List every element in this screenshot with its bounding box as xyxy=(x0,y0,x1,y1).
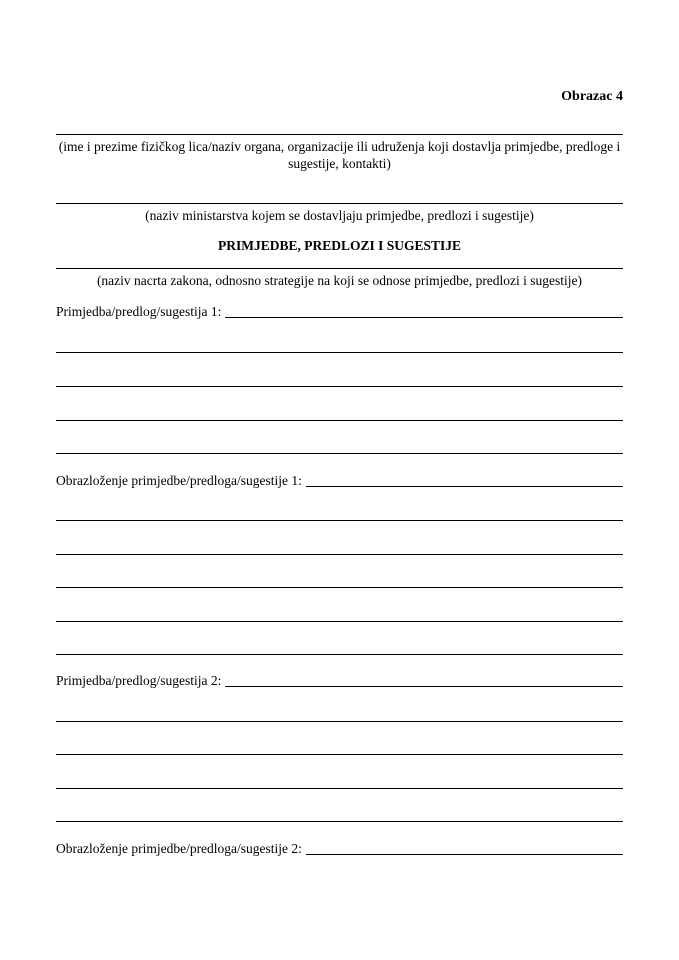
justification-1-line[interactable] xyxy=(56,621,623,622)
draft-caption: (naziv nacrta zakona, odnosno strategije na koji se odnose primjedbe, predlozi i sugestije) xyxy=(96,273,583,288)
comment-1-line[interactable] xyxy=(56,420,623,421)
comment-2-line[interactable] xyxy=(56,788,623,789)
comment-2-line[interactable] xyxy=(56,821,623,822)
ministry-input-line[interactable] xyxy=(56,203,623,204)
comment-2-label: Primjedba/predlog/sugestija 2: xyxy=(56,673,222,688)
comment-2-line[interactable] xyxy=(56,721,623,722)
justification-2-row xyxy=(56,841,623,857)
comment-1-line[interactable] xyxy=(56,352,623,353)
comment-2-input-line[interactable] xyxy=(225,685,623,687)
comment-2-line[interactable] xyxy=(56,754,623,755)
ministry-caption: (naziv ministarstva kojem se dostavljaju primjedbe, predlozi i sugestije) xyxy=(145,208,534,223)
justification-2-label: Obrazloženje primjedbe/predloga/sugestije 2: xyxy=(56,841,302,856)
justification-2-input-line[interactable] xyxy=(306,853,623,855)
comment-1-label: Primjedba/predlog/sugestija 1: xyxy=(56,304,222,319)
draft-input-line[interactable] xyxy=(56,268,623,269)
justification-1-line[interactable] xyxy=(56,554,623,555)
submitter-caption: (ime i prezime fizičkog lica/naziv organa, organizacije ili udruženja koji dostavlja primjedbe, predloge i sugestije, kontakti) xyxy=(58,139,621,171)
justification-1-input-line[interactable] xyxy=(306,485,623,487)
justification-1-line[interactable] xyxy=(56,587,623,588)
comment-1-input-line[interactable] xyxy=(225,316,623,318)
justification-1-line[interactable] xyxy=(56,654,623,655)
form-title: PRIMJEDBE, PREDLOZI I SUGESTIJE xyxy=(217,238,462,253)
comment-1-row xyxy=(56,304,623,320)
comment-1-line[interactable] xyxy=(56,453,623,454)
comment-2-row xyxy=(56,673,623,689)
comment-1-line[interactable] xyxy=(56,386,623,387)
form-code: Obrazac 4 xyxy=(561,89,623,104)
justification-1-label: Obrazloženje primjedbe/predloga/sugestije 1: xyxy=(56,473,302,488)
submitter-input-line[interactable] xyxy=(56,134,623,135)
justification-1-row xyxy=(56,473,623,489)
justification-1-line[interactable] xyxy=(56,520,623,521)
